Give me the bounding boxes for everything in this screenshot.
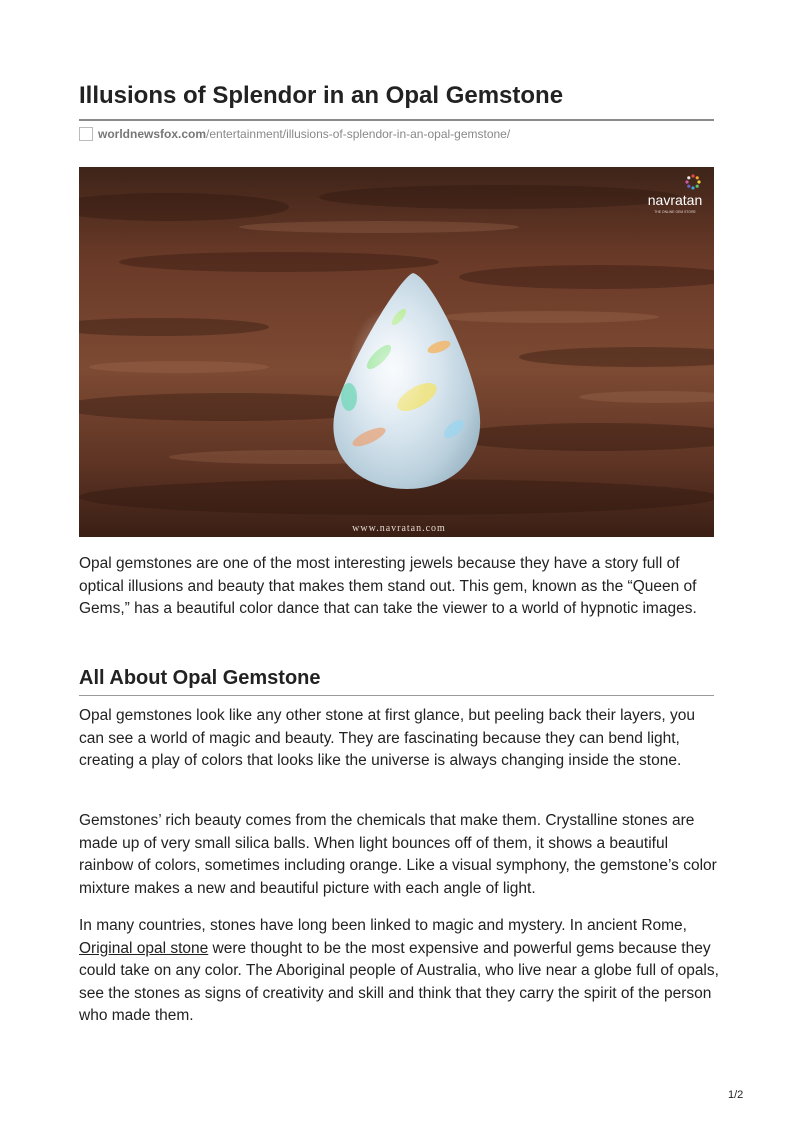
image-watermark: www.navratan.com (352, 523, 446, 534)
source-domain: worldnewsfox.com (98, 127, 207, 141)
paragraph-3-text-start: In many countries, stones have long been linked to magic and mystery. In ancient Rome, (79, 917, 687, 934)
hero-image (79, 167, 714, 537)
page-number: 1/2 (728, 1089, 744, 1101)
body-paragraph-1: Opal gemstones look like any other stone at first glance, but peeling back their layers, you can see a world of magic and beauty. They are fascinating because they can bend light, creating a play of colors that looks like the universe is always changing inside the stone. (79, 707, 696, 769)
body-paragraph-3 (79, 915, 719, 1028)
intro-paragraph: Opal gemstones are one of the most interesting jewels because they have a story full of optical illusions and beauty that makes them stand out. This gem, known as the “Queen of Gems,” has a beautiful color dance that can take the viewer to a world of hypnotic images. (79, 555, 697, 617)
source-path: /entertainment/illusions-of-splendor-in-an-opal-gemstone/ (206, 127, 511, 141)
body-paragraph-2: Gemstones’ rich beauty comes from the chemicals that make them. Crystalline stones are made up of very small silica balls. When light bounces off of them, it shows a beautiful rainbow of colors, sometimes including orange. Like a visual symphony, the gemstone’s color mixture makes a new and beautiful picture with each angle of light. (79, 812, 717, 897)
paragraph-3-text-end: were thought to be the most expensive and powerful gems because they could take on any color. The Aboriginal people of Australia, who live near a globe full of opals, see the stones as signs of creativity and skill and think that they carry the spirit of the person who made them. (79, 939, 719, 1024)
title-divider (79, 119, 714, 121)
page-title: Illusions of Splendor in an Opal Gemstone (79, 82, 564, 109)
navratan-logo-tagline: THE ONLINE GEM STORE (654, 210, 696, 214)
favicon-icon (79, 127, 93, 141)
section-divider (79, 695, 714, 696)
navratan-logo-text: navratan (647, 192, 703, 208)
section-heading: All About Opal Gemstone (79, 667, 321, 689)
source-url[interactable] (79, 125, 510, 143)
original-opal-stone-link[interactable]: Original opal stone (79, 939, 209, 957)
